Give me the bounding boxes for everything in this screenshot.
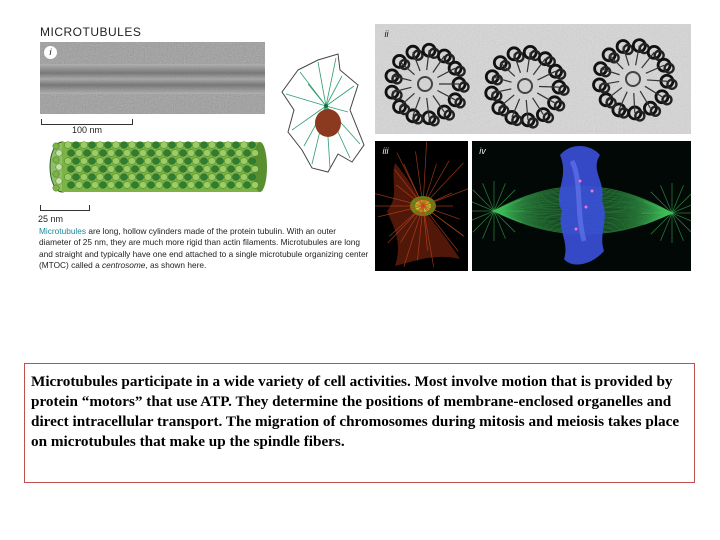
- tubulin-cylinder-model: [40, 136, 268, 202]
- caption-italic-term: centrosome: [102, 259, 146, 270]
- cell-drawing: [278, 50, 368, 185]
- caption-end: , as shown here.: [145, 259, 207, 270]
- panel-iii-fluorescence: [375, 141, 468, 271]
- scale-bar-25nm: [40, 205, 90, 211]
- panel-label-iv: iv: [479, 146, 486, 156]
- scale-label-25nm: 25 nm: [38, 214, 64, 224]
- scale-label-100nm: 100 nm: [72, 125, 103, 135]
- caption-text: are long, hollow cylinders made of the protein tubulin. With an outer diameter of 25 nm, they are much more rigid than actin filaments. Microtubules are long and straight and typically have one end attached to a single microtubule organizing center (MTOC) called a: [39, 226, 369, 270]
- micrograph-i-image: [40, 42, 265, 114]
- body-text: Microtubules participate in a wide variety of cell activities. Most involve motion that is provided by protein “motors” that use ATP. They determine the positions of membrane-enclosed organelles and direct intracellular transport. The migration of chromosomes during mitosis and meiosis takes place on microtubules that make up the spindle fibers.: [31, 373, 680, 450]
- fluorescence-cell-image: [375, 141, 468, 271]
- mitotic-spindle-image: [472, 141, 691, 271]
- body-text-box: [24, 363, 695, 483]
- nucleus-shape: [315, 109, 341, 137]
- panel-i-micrograph: [40, 42, 265, 114]
- tubulin-model-graphic: [40, 136, 268, 202]
- panel-label-i: i: [44, 46, 57, 59]
- panel-label-iii: iii: [382, 146, 389, 156]
- panel-iv-spindle: [472, 141, 691, 271]
- figure-title: MICROTUBULES: [40, 25, 142, 39]
- cell-diagram: [278, 50, 368, 185]
- panel-label-ii: ii: [384, 29, 389, 39]
- cross-section-image: [375, 24, 691, 134]
- panel-ii-cross-sections: [375, 24, 691, 134]
- figure-caption: [39, 226, 369, 271]
- caption-term: Microtubules: [39, 226, 87, 236]
